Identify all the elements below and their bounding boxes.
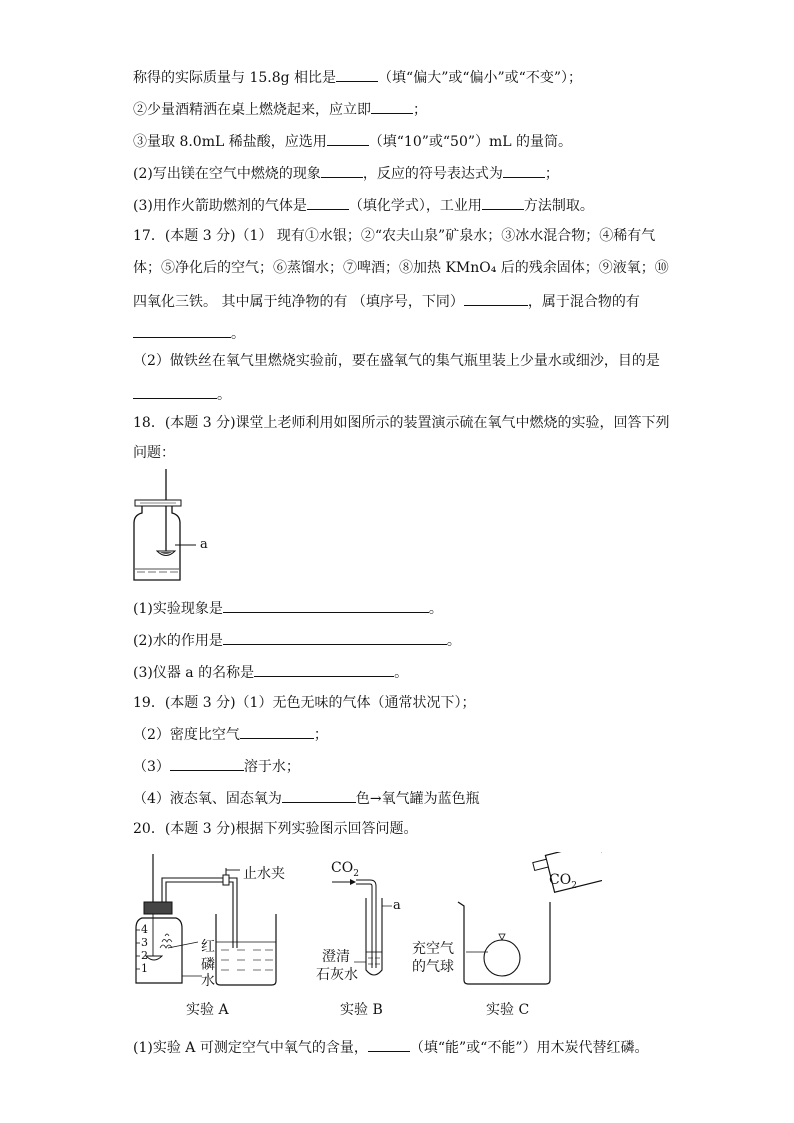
answer-blank[interactable]: [133, 322, 231, 338]
scale-mark: 1: [141, 962, 148, 975]
clamp-label: 止水夹: [243, 866, 285, 882]
experiment-b-caption: 实验 B: [340, 1002, 383, 1018]
label-a-b: a: [393, 898, 401, 913]
answer-blank[interactable]: [223, 597, 429, 613]
experiment-c-figure: [452, 852, 602, 990]
q17-line-4: 。: [133, 322, 245, 344]
balloon-label-2: 的气球: [412, 959, 454, 975]
q17-line-3: 四氧化三铁。 其中属于纯净物的有 （填序号，下同） ，属于混合物的有: [133, 290, 640, 312]
q19-line-3: （3） 溶于水；: [133, 755, 300, 777]
experiment-c-caption: 实验 C: [486, 1002, 530, 1018]
q20-line-1: 20．(本题 3 分)根据下列实验图示回答问题。: [133, 821, 418, 837]
limewater-label-1: 澄清: [322, 949, 350, 965]
water-label: 水: [201, 973, 215, 989]
q16-line-1: 称得的实际质量与 15.8g 相比是 （填“偏大”或“偏小”或“不变”）；: [133, 66, 582, 88]
sulfur-combustion-apparatus: [128, 465, 228, 590]
q16-line-2: ②少量酒精洒在桌上燃烧起来，应立即 ；: [133, 98, 427, 120]
q20-part-1: (1)实验 A 可测定空气中氧气的含量， （填“能”或“不能”）用木炭代替红磷。: [133, 1036, 648, 1058]
answer-blank[interactable]: [464, 290, 528, 306]
q18-line-1: 18．(本题 3 分)课堂上老师利用如图所示的装置演示硫在氧气中燃烧的实验，回答下列: [133, 415, 670, 431]
q17-line-2: 体；⑤净化后的空气；⑥蒸馏水；⑦啤酒；⑧加热 KMnO₄ 后的残余固体；⑨液氧；⑩: [133, 260, 669, 276]
q19-line-2: （2）密度比空气 ；: [133, 723, 328, 745]
q17-line-6: 。: [133, 383, 231, 405]
scale-mark: 3: [141, 936, 148, 949]
scale-mark: 2: [141, 949, 148, 962]
co2-label: $CO_2$: [331, 860, 359, 879]
label-a: a: [200, 537, 208, 552]
co2-bottle-label: $CO_2$: [549, 872, 577, 891]
answer-blank[interactable]: [170, 755, 244, 771]
q19-line-4: （4）液态氧、固态氧为 色→氧气罐为蓝色瓶: [133, 787, 480, 809]
answer-blank[interactable]: [133, 383, 217, 399]
answer-blank[interactable]: [254, 661, 394, 677]
q18-part-3: (3)仪器 a 的名称是 。: [133, 661, 408, 683]
q18-part-1: (1)实验现象是 。: [133, 597, 443, 619]
experiment-a-caption: 实验 A: [186, 1002, 229, 1018]
answer-blank[interactable]: [368, 1036, 410, 1052]
scale-mark: 4: [141, 923, 148, 936]
answer-blank[interactable]: [240, 723, 314, 739]
answer-blank[interactable]: [282, 787, 356, 803]
q19-line-1: 19．(本题 3 分)（1）无色无味的气体（通常状况下）；: [133, 695, 476, 711]
q17-line-5: （2）做铁丝在氧气里燃烧实验前，要在盛氧气的集气瓶里装上少量水或细沙，目的是: [133, 353, 660, 369]
answer-blank[interactable]: [327, 130, 369, 146]
balloon-label-1: 充空气: [412, 941, 454, 957]
q18-line-2: 问题：: [133, 445, 175, 461]
red-phosphorus-label-1: 红: [201, 939, 215, 955]
limewater-label-2: 石灰水: [316, 967, 358, 983]
answer-blank[interactable]: [223, 629, 447, 645]
q18-part-2: (2)水的作用是 。: [133, 629, 461, 651]
answer-blank[interactable]: [482, 194, 524, 210]
answer-blank[interactable]: [371, 98, 413, 114]
answer-blank[interactable]: [503, 162, 545, 178]
q17-line-1: 17．(本题 3 分)（1） 现有①水银；②“农夫山泉”矿泉水；③冰水混合物；④稀有气: [133, 228, 656, 244]
answer-blank[interactable]: [307, 194, 349, 210]
answer-blank[interactable]: [336, 66, 378, 82]
q16-line-5: (3)用作火箭助燃剂的气体是 （填化学式），工业用 方法制取。: [133, 194, 594, 216]
q16-line-4: (2)写出镁在空气中燃烧的现象 ，反应的符号表达式为 ；: [133, 162, 559, 184]
q16-line-3: ③量取 8.0mL 稀盐酸，应选用 （填“10”或“50”）mL 的量筒。: [133, 130, 572, 152]
red-phosphorus-label-2: 磷: [201, 957, 215, 973]
answer-blank[interactable]: [321, 162, 363, 178]
